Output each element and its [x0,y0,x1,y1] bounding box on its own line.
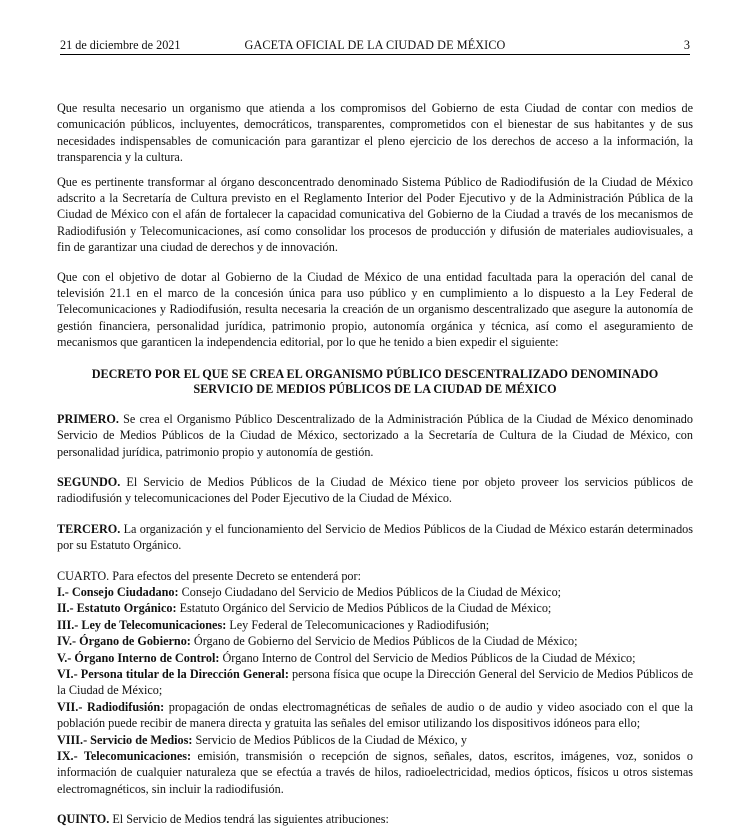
definition-text: persona física que ocupe la Dirección General del Servicio de Medios Públicos de la Ciudad de México; [57,666,693,698]
article-primero [57,411,693,460]
definition-text: Consejo Ciudadano del Servicio de Medios Públicos de la Ciudad de México; [178,584,562,599]
definition-item [57,732,693,748]
definition-term: IV.- Órgano de Gobierno: [57,634,191,649]
article-segundo-label: SEGUNDO. [57,474,121,489]
article-cuarto [57,568,693,584]
article-tercero [57,521,693,554]
definition-item [57,699,693,732]
definition-text: Estatuto Orgánico del Servicio de Medios Públicos de la Ciudad de México; [176,601,552,616]
decree-title [57,367,693,397]
page-header [60,36,690,55]
document-body [57,100,693,828]
definition-term: II.- Estatuto Orgánico: [57,601,177,616]
definition-term: I.- Consejo Ciudadano: [57,584,179,599]
definition-item [57,666,693,699]
article-primero-label: PRIMERO. [57,411,119,426]
definition-text: emisión, transmisión o recepción de signos, señales, datos, escritos, imágenes, voz, sonidos o información de cualquier naturaleza que se efectúa a través de hilos, radioelectricidad, medios ópticos, físicos u otros sistemas electromagnéticos, sin incluir la radiodifusión. [57,749,693,796]
paragraph-considerando-1: Que resulta necesario un organismo que atienda a los compromisos del Gobierno de esta Ciudad de contar con medios de comunicación públicos, incluyentes, democráticos, transparentes, comprometidos con el bienestar de sus habitantes y de sus necesidades indispensables de comunicación para garantizar el pleno ejercicio de los derechos de acceso a la información, la transparencia y la cultura. [57,101,693,165]
article-cuarto-label: CUARTO. [57,568,110,583]
definition-item [57,748,693,797]
definition-item [57,650,693,666]
article-tercero-text: La organización y el funcionamiento del Servicio de Medios Públicos de la Ciudad de México estarán determinados por su Estatuto Orgánico. [57,521,693,553]
article-quinto-text: El Servicio de Medios tendrá las siguientes atribuciones: [109,812,389,827]
definition-term: VIII.- Servicio de Medios: [57,732,193,747]
definition-text: Órgano Interno de Control del Servicio de Medios Públicos de la Ciudad de México; [219,650,636,665]
definition-term: IX.- Telecomunicaciones: [57,749,192,763]
article-primero-text: Se crea el Organismo Público Descentralizado de la Administración Pública de la Ciudad de México denominado Servicio de Medios Públicos de la Ciudad de México, sectorizado a la Secretaría de Cultura de la Ciudad de México, con personalidad jurídica, patrimonio propio y autonomía de gestión. [57,411,693,459]
definition-text: Ley Federal de Telecomunicaciones y Radiodifusión; [226,617,490,632]
definition-text: propagación de ondas electromagnéticas de señales de audio o de audio y video asociado con el que la población puede recibir de manera directa y gratuita las señales del emisor utilizando los dispositivos idóneos para ello; [57,699,693,731]
article-quinto-label: QUINTO. [57,812,110,827]
definition-term: V.- Órgano Interno de Control: [57,650,220,665]
definition-term: VI.- Persona titular de la Dirección General: [57,666,289,681]
definition-item [57,600,693,616]
definition-term: VII.- Radiodifusión: [57,699,165,714]
definition-item [57,617,693,633]
article-segundo [57,474,693,507]
paragraph-considerando-2: Que es pertinente transformar al órgano desconcentrado denominado Sistema Público de Radiodifusión de la Ciudad de México adscrito a la Secretaría de Cultura previsto en el Reglamento Interior del Poder Ejecutivo y de la Administración Pública de la Ciudad de México con el afán de fortalecer la capacidad comunicativa del Gobierno de la Ciudad a través de los mecanismos de Radiodifusión y Telecomunicaciones, así como consolidar los procesos de producción y difusión de materiales audiovisuales, a fin de garantizar una ciudad de derechos y de innovación. [57,174,693,255]
definition-item [57,633,693,649]
article-quinto [57,811,693,827]
page-number: 3 [683,38,690,52]
definitions-list [57,584,693,797]
article-segundo-text: El Servicio de Medios Públicos de la Ciudad de México tiene por objeto proveer los servicios públicos de radiodifusión y telecomunicaciones del Poder Ejecutivo de la Ciudad de México. [57,474,693,506]
definition-term: III.- Ley de Telecomunicaciones: [57,617,227,632]
header-title: GACETA OFICIAL DE LA CIUDAD DE MÉXICO [244,38,506,52]
paragraph-considerando-3: Que con el objetivo de dotar al Gobierno de la Ciudad de México de una entidad facultada para la operación del canal de televisión 21.1 en el marco de la concesión única para uso público y en cumplimiento a lo dispuesto a la Ley Federal de Telecomunicaciones y Radiodifusión, resulta necesaria la creación de un organismo descentralizado que asegure la autonomía de gestión financiera, personalidad jurídica, patrimonio propio, autonomía orgánica y técnica, así como el aseguramiento de mecanismos que garanticen la independencia editorial, por lo que he tenido a bien expedir el siguiente: [57,269,693,350]
decree-title-line-1: DECRETO POR EL QUE SE CREA EL ORGANISMO PÚBLICO DESCENTRALIZADO DENOMINADO [91,366,659,381]
definition-text: Órgano de Gobierno del Servicio de Medios Públicos de la Ciudad de México; [190,634,578,649]
header-date: 21 de diciembre de 2021 [60,38,181,52]
definition-item [57,584,693,600]
article-tercero-label: TERCERO. [57,521,121,536]
decree-title-line-2: SERVICIO DE MEDIOS PÚBLICOS DE LA CIUDAD DE MÉXICO [193,381,557,396]
article-cuarto-text: Para efectos del presente Decreto se entenderá por: [109,568,361,583]
definition-text: Servicio de Medios Públicos de la Ciudad de México, y [192,732,467,747]
